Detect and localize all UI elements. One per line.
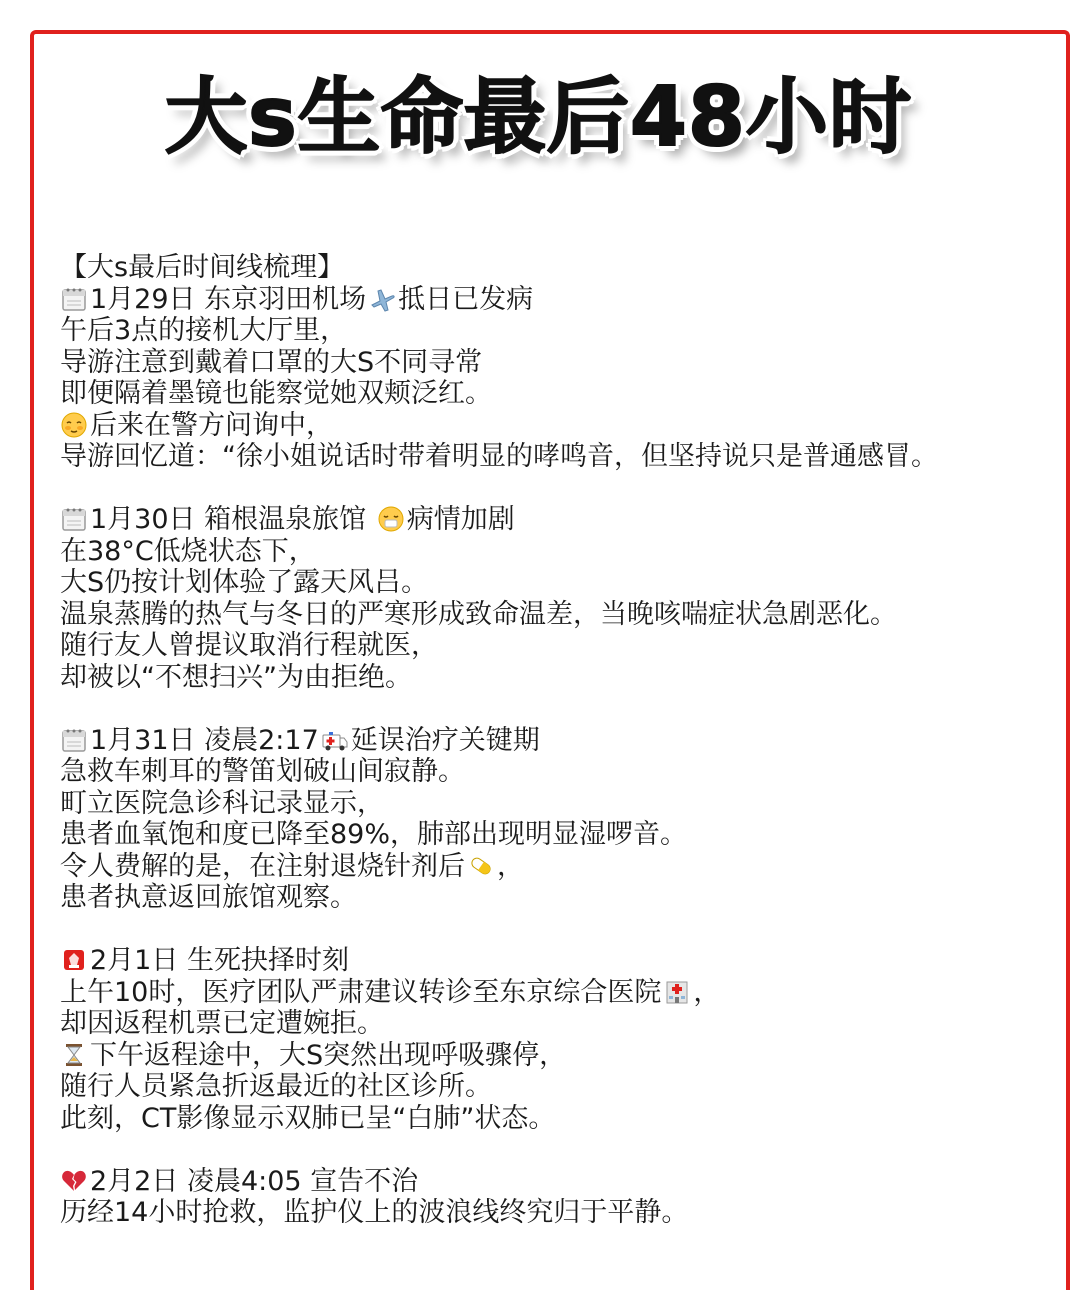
text-line: 午后3点的接机大厅里， bbox=[60, 315, 348, 346]
ambulance-icon bbox=[321, 726, 349, 754]
text-line: 町立医院急诊科记录显示， bbox=[60, 787, 384, 819]
section-date: 1月31日 凌晨2:17 bbox=[90, 724, 319, 756]
calendar-icon bbox=[60, 505, 88, 533]
section-header-jan31 bbox=[60, 725, 1070, 757]
alarm-icon bbox=[60, 946, 88, 974]
text-line: 在38°C低烧状态下， bbox=[60, 535, 316, 567]
section-header-feb1 bbox=[60, 945, 1070, 977]
sick-face-icon bbox=[377, 505, 405, 533]
broken-heart-icon bbox=[60, 1167, 88, 1195]
text-line: 此刻，CT影像显示双肺已呈“白肺”状态。 bbox=[60, 1102, 556, 1134]
text-line: 随行人员紧急折返最近的社区诊所。 bbox=[60, 1071, 492, 1102]
pill-icon bbox=[467, 852, 495, 880]
text-line: 随行友人曾提议取消行程就医， bbox=[60, 630, 438, 661]
text-line: 即便隔着墨镜也能察觉她双颊泛红。 bbox=[60, 378, 492, 409]
hourglass-icon bbox=[60, 1041, 88, 1069]
text-line: 却因返程机票已定遭婉拒。 bbox=[60, 1008, 384, 1039]
timeline-content bbox=[60, 252, 1070, 1229]
text-line: 急救车刺耳的警笛划破山间寂静。 bbox=[60, 756, 465, 787]
section-header-jan29 bbox=[60, 284, 1070, 316]
flushed-face-icon bbox=[60, 411, 88, 439]
text-line: 患者血氧饱和度已降至89%，肺部出现明显湿啰音。 bbox=[60, 819, 688, 850]
section-title: 抵日已发病 bbox=[398, 283, 534, 315]
section-title: 延误治疗关键期 bbox=[350, 724, 540, 756]
section-date: 2月1日 生死抉择时刻 bbox=[90, 945, 349, 976]
text-line: 大S仍按计划体验了露天风吕。 bbox=[60, 567, 429, 598]
calendar-icon bbox=[60, 726, 88, 754]
airplane-icon bbox=[368, 285, 396, 313]
text-line-with-icon: 下午返程途中，大S突然出现呼吸骤停， bbox=[60, 1040, 1070, 1072]
section-date: 2月2日 凌晨4:05 宣告不治 bbox=[90, 1165, 419, 1197]
text-line-with-icon: 上午10时，医疗团队严肃建议转诊至东京综合医院 ， bbox=[60, 976, 721, 1008]
text-line: 导游回忆道：“徐小姐说话时带着明显的哮鸣音，但坚持说只是普通感冒。 bbox=[60, 441, 938, 472]
hospital-icon bbox=[663, 978, 691, 1006]
section-header-jan30 bbox=[60, 504, 1070, 536]
section-header-feb2 bbox=[60, 1166, 1070, 1198]
text-line: 导游注意到戴着口罩的大S不同寻常 bbox=[60, 346, 483, 378]
section-date: 1月29日 东京羽田机场 bbox=[90, 283, 367, 315]
page-title: 大s生命最后48小时 bbox=[165, 70, 912, 165]
section-title: 病情加剧 bbox=[406, 504, 515, 535]
text-line: 历经14小时抢救，监护仪上的波浪线终究归于平静。 bbox=[60, 1197, 689, 1228]
calendar-icon bbox=[60, 285, 88, 313]
text-line-with-icon: 令人费解的是，在注射退烧针剂后 ， bbox=[60, 850, 524, 882]
text-line: 却被以“不想扫兴”为由拒绝。 bbox=[60, 661, 412, 693]
text-line-with-icon: 后来在警方问询中， bbox=[60, 410, 1070, 442]
text-line: 患者执意返回旅馆观察。 bbox=[60, 882, 357, 913]
section-date: 1月30日 箱根温泉旅馆 bbox=[90, 504, 375, 535]
timeline-heading: 【大s最后时间线梳理】 bbox=[60, 252, 345, 283]
text-line: 温泉蒸腾的热气与冬日的严寒形成致命温差，当晚咳喘症状急剧恶化。 bbox=[60, 598, 897, 630]
